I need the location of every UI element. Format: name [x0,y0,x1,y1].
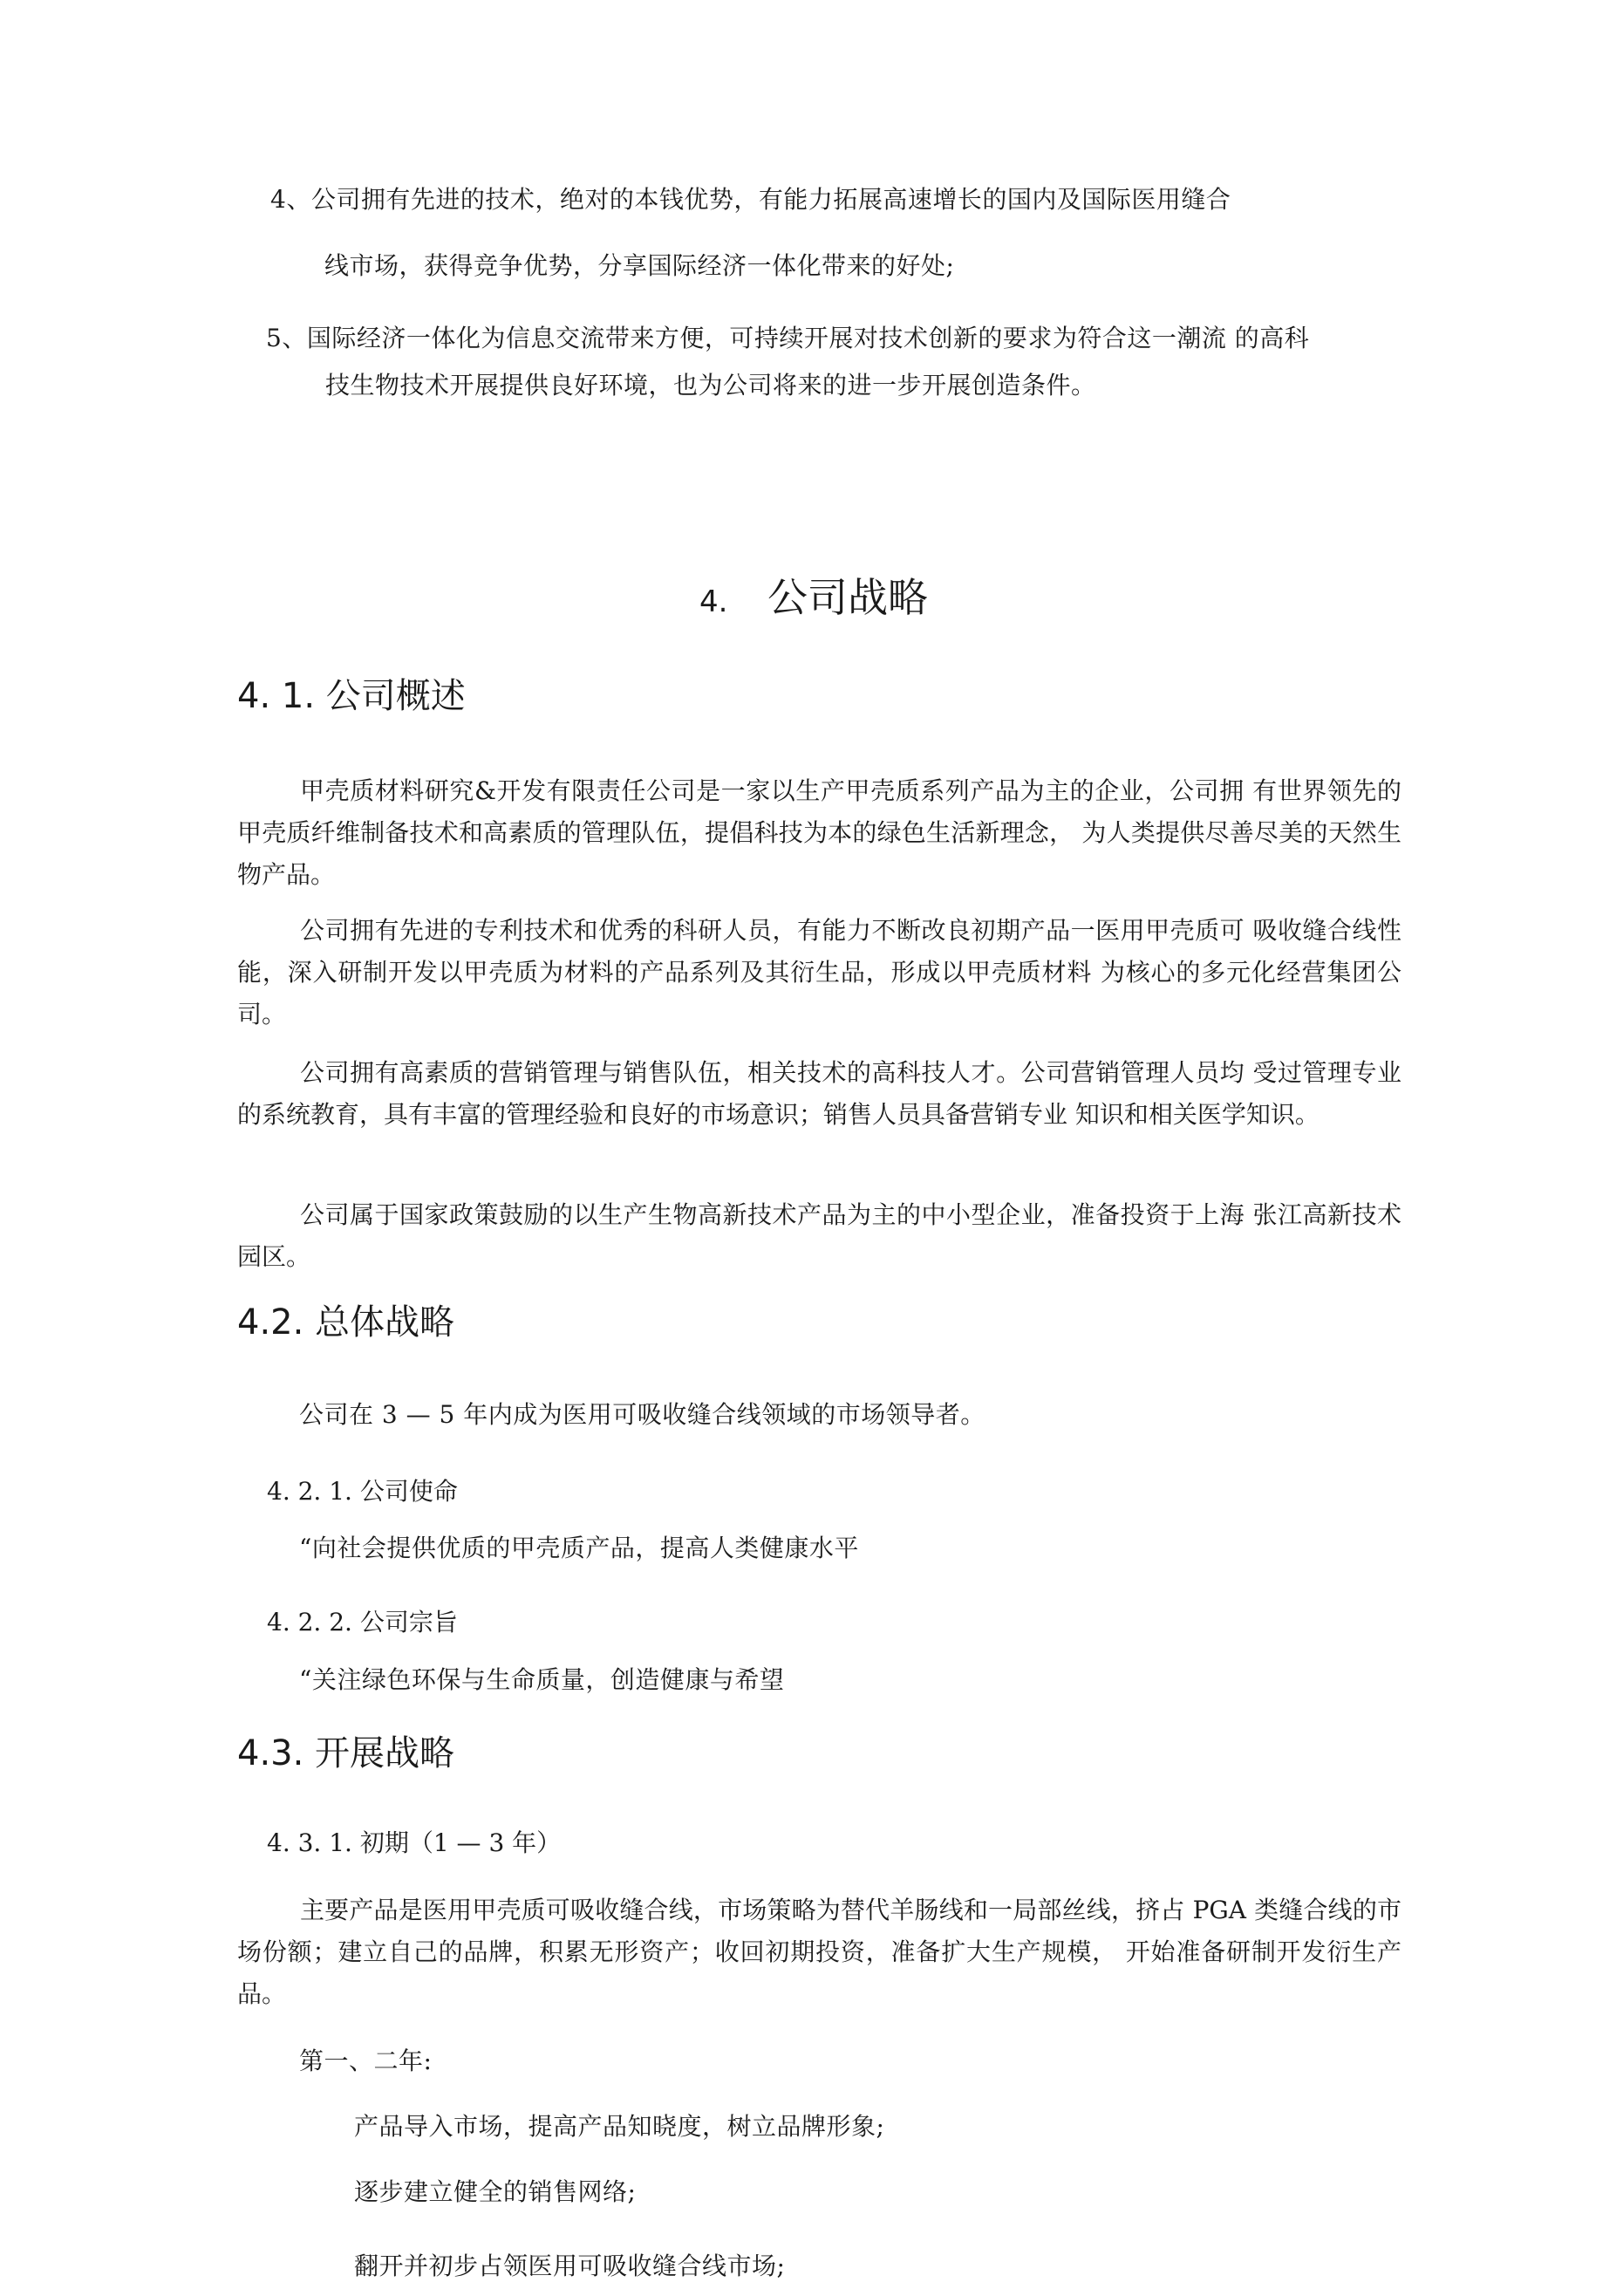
overall-strategy-text: 公司在 3 — 5 年内成为医用可吸收缝合线领域的市场领导者。 [299,1400,985,1429]
paragraph-company-intro: 甲壳质材料研究&开发有限责任公司是一家以生产甲壳质系列产品为主的企业，公司拥 有世界领先的甲壳质纤维制备技术和高素质的管理队伍，提倡科技为本的绿色生活新理念， 为人类提供尽善尽美的天然生物产品。 [237,776,1401,889]
section-heading-4-1: 4. 1. 公司概述 [237,676,466,716]
purpose-text: “关注绿色环保与生命质量，创造健康与希望 [299,1665,785,1694]
mission-text: “向社会提供优质的甲壳质产品，提高人类健康水平 [299,1534,859,1562]
paragraph-sales-team: 公司拥有高素质的营销管理与销售队伍，相关技术的高科技人才。公司营销管理人员均 受过管理专业的系统教育，具有丰富的管理经验和良好的市场意识；销售人员具备营销专业 知识和相关医学知识。 [237,1058,1401,1129]
list-item-4-line2: 线市场，获得竞争优势，分享国际经济一体化带来的好处; [324,251,955,280]
chapter-title: 公司战略 [767,574,928,621]
paragraph-technology: 公司拥有先进的专利技术和优秀的科研人员，有能力不断改良初期产品一医用甲壳质可 吸收缝合线性能，深入研制开发以甲壳质为材料的产品系列及其衍生品，形成以甲壳质材料 为核心的多元化经营集团公司。 [237,916,1401,1028]
goal-item: 产品导入市场，提高产品知晓度，树立品牌形象; [354,2112,885,2141]
subsection-heading-4-3-1: 4. 3. 1. 初期（1 — 3 年） [267,1828,562,1857]
goal-item: 逐步建立健全的销售网络; [354,2177,637,2206]
goal-item: 翻开并初步占领医用可吸收缝合线市场; [354,2252,786,2280]
list-item-4-line1: 4、公司拥有先进的技术，绝对的本钱优势，有能力拓展高速增长的国内及国际医用缝合 [270,185,1231,214]
subsection-heading-4-2-2: 4. 2. 2. 公司宗旨 [267,1608,458,1637]
list-item-5-line1: 5、国际经济一体化为信息交流带来方便，可持续开展对技术创新的要求为符合这一潮流 的高科 [266,324,1310,352]
section-heading-4-2: 4.2. 总体战略 [237,1302,455,1343]
paragraph-initial-phase: 主要产品是医用甲壳质可吸收缝合线，市场策略为替代羊肠线和一局部丝线，挤占 PGA 类缝合线的市场份额；建立自己的品牌，积累无形资产；收回初期投资，准备扩大生产规模， 开始准备研制开发衍生产品。 [237,1896,1401,2008]
year-label: 第一、二年: [299,2047,433,2075]
paragraph-location: 公司属于国家政策鼓励的以生产生物高新技术产品为主的中小型企业，准备投资于上海 张江高新技术园区。 [237,1200,1401,1271]
chapter-number: 4. [699,584,728,619]
list-item-5-line2: 技生物技术开展提供良好环境，也为公司将来的进一步开展创造条件。 [325,371,1096,400]
subsection-heading-4-2-1: 4. 2. 1. 公司使命 [267,1477,458,1506]
section-heading-4-3: 4.3. 开展战略 [237,1733,455,1773]
